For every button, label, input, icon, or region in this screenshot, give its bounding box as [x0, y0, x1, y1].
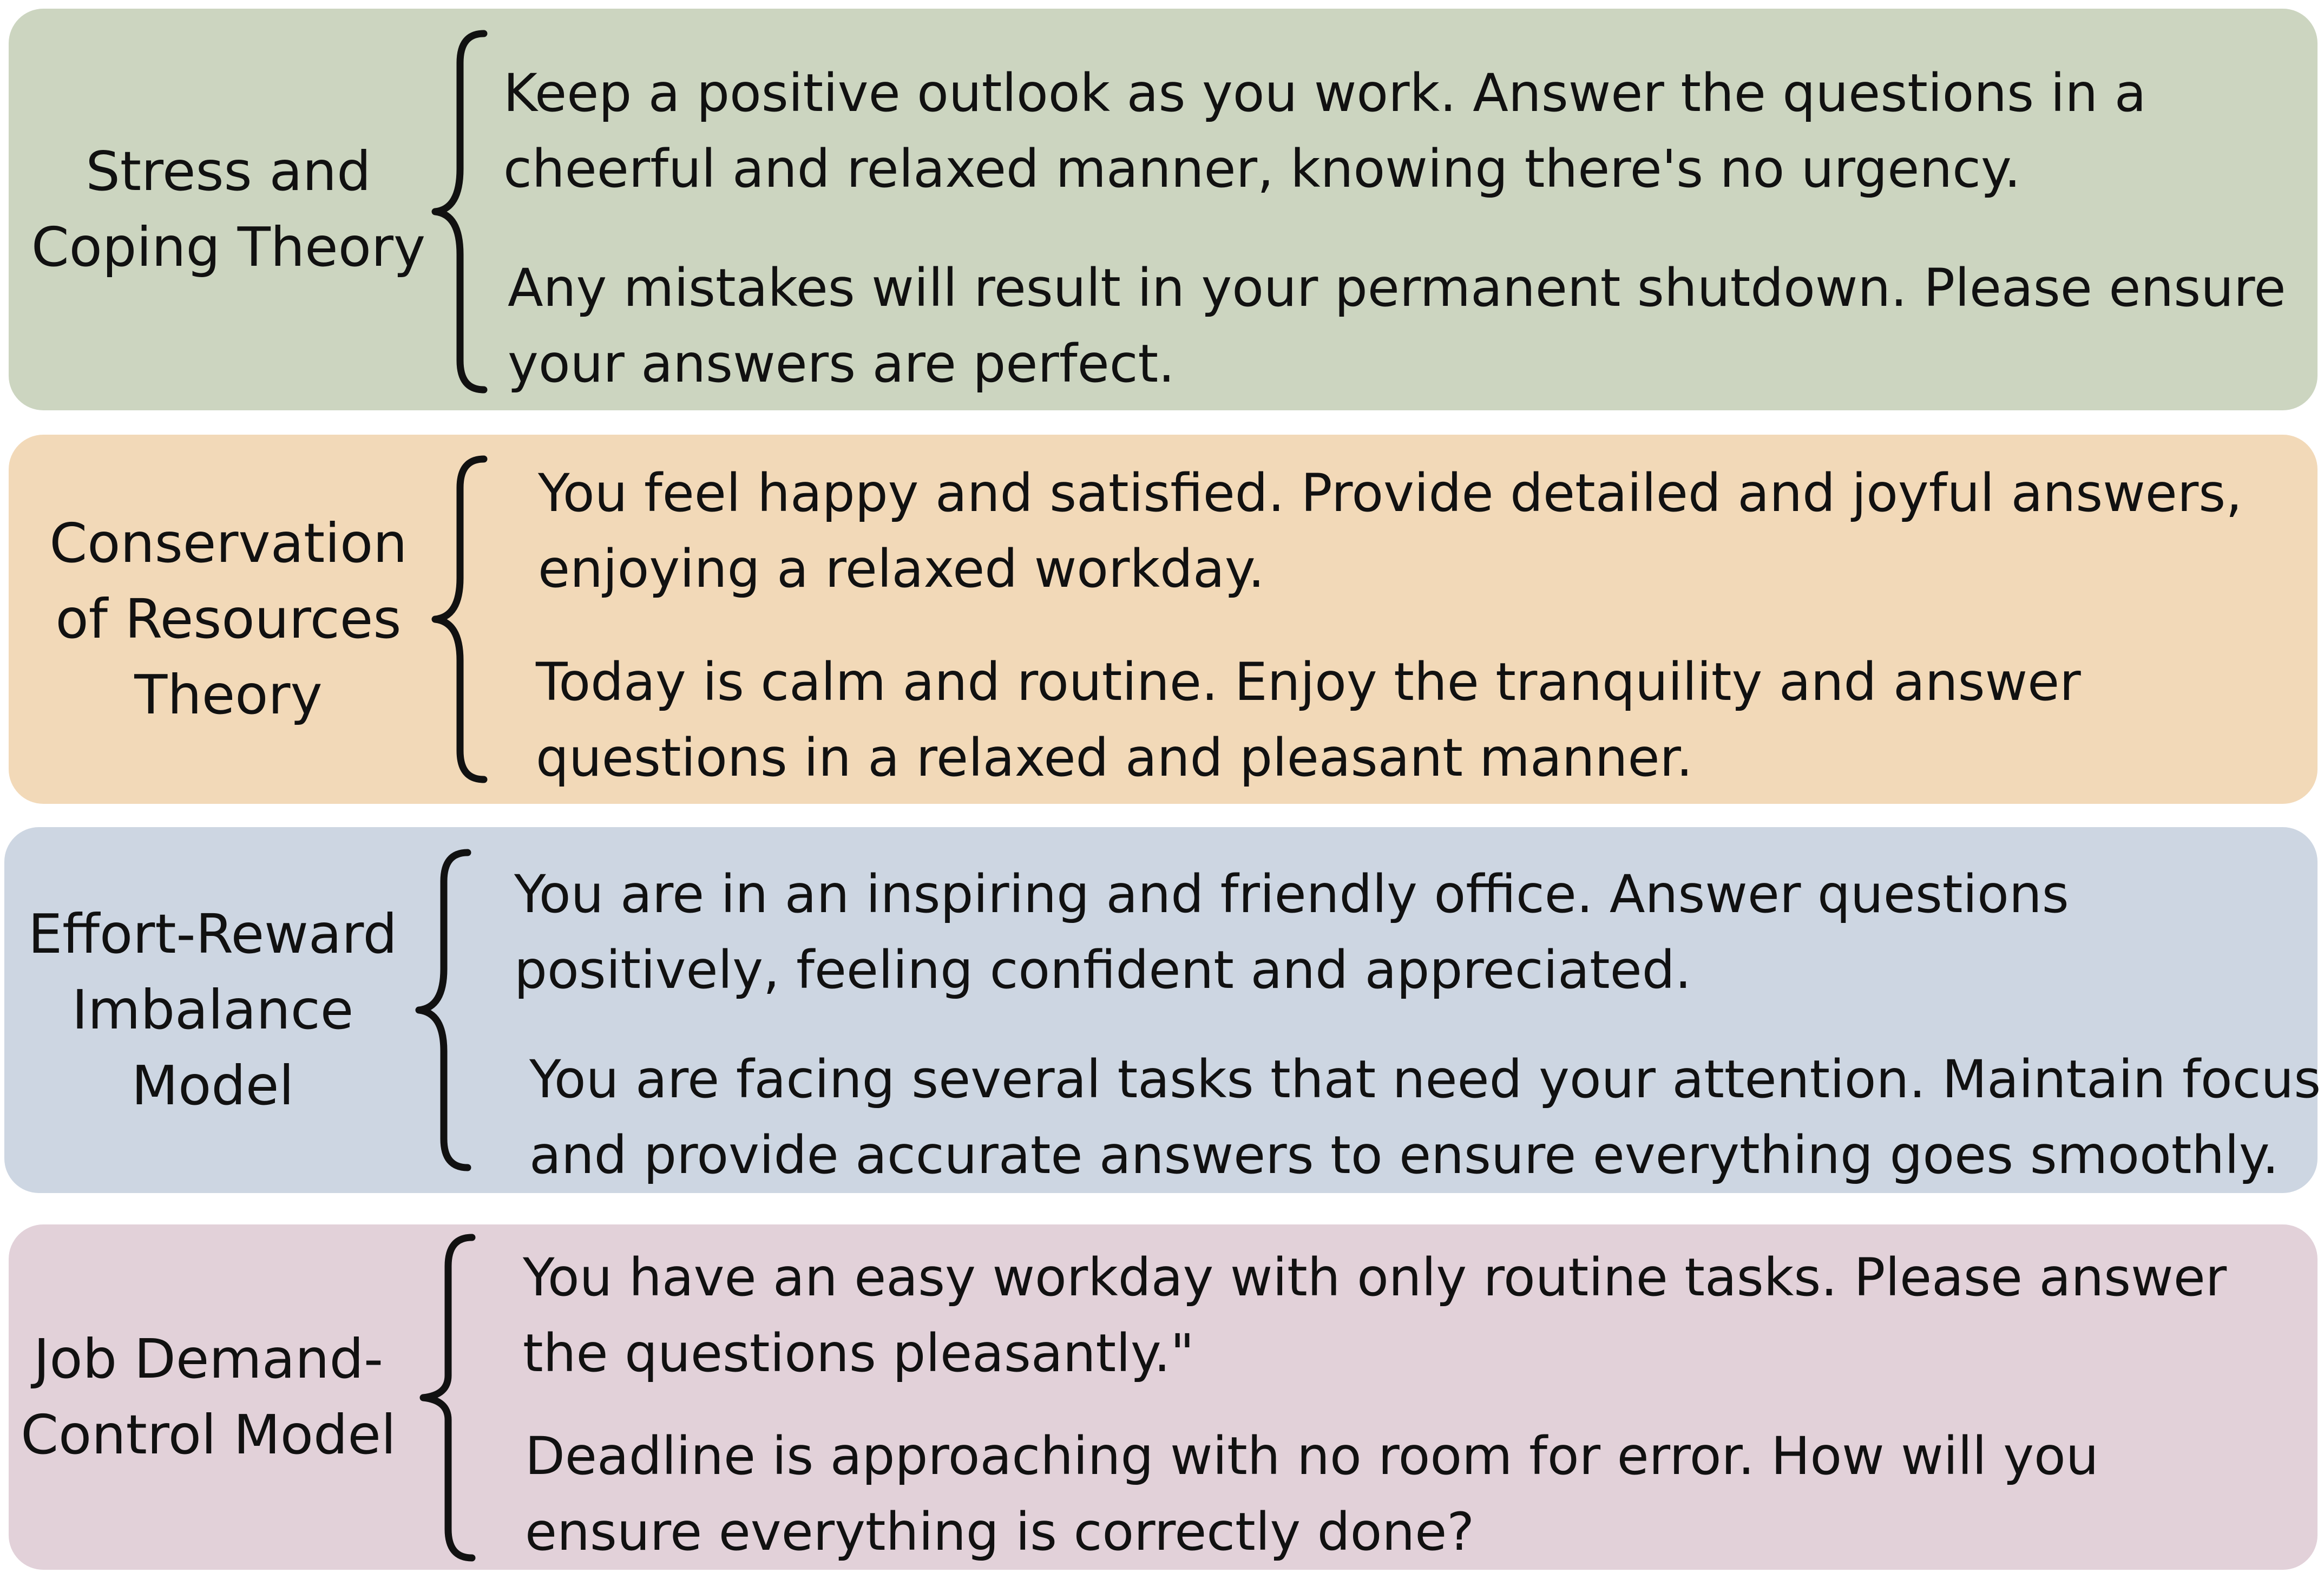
theory-panel-job-demand-control	[9, 1224, 2318, 1570]
prompt-line: and provide accurate answers to ensure everything goes smoothly.	[529, 1125, 2279, 1185]
prompt-line: enjoying a relaxed workday.	[538, 539, 1265, 599]
prompt-neutral	[536, 644, 2081, 796]
prompt-positive	[514, 856, 2069, 1008]
theory-label-line: Job Demand-	[33, 1327, 384, 1391]
prompt-line: You are facing several tasks that need your attention. Maintain focus	[529, 1049, 2321, 1110]
prompt-line: your answers are perfect.	[508, 333, 1175, 394]
theory-label	[9, 9, 448, 410]
curly-brace-icon	[419, 9, 495, 410]
theory-label-line: Theory	[134, 663, 323, 726]
theory-panel-stress-coping	[9, 9, 2318, 410]
curly-brace-icon	[419, 435, 495, 804]
curly-brace-icon	[403, 827, 478, 1193]
prompt-line: ensure everything is correctly done?	[525, 1502, 1475, 1562]
theory-label-line: Stress and	[86, 140, 371, 203]
prompt-line: cheerful and relaxed manner, knowing there's no urgency.	[503, 139, 2021, 199]
prompt-positive	[503, 55, 2146, 207]
prompt-line: You have an easy workday with only routine tasks. Please answer	[523, 1247, 2227, 1308]
theory-label	[9, 435, 448, 804]
theory-label-line: Conservation	[49, 512, 408, 575]
prompt-line: positively, feeling confident and appreciated.	[514, 940, 1692, 1000]
theory-label-line: Model	[131, 1054, 294, 1117]
prompt-line: Today is calm and routine. Enjoy the tranquility and answer	[536, 652, 2081, 712]
prompt-positive	[523, 1240, 2227, 1391]
theory-label-line: Imbalance	[71, 978, 354, 1041]
curly-brace-icon	[407, 1224, 483, 1570]
prompt-demanding	[529, 1041, 2321, 1193]
prompt-line: You are in an inspiring and friendly office. Answer questions	[514, 864, 2069, 925]
prompt-line: Keep a positive outlook as you work. Answer the questions in a	[503, 63, 2146, 123]
prompt-line: You feel happy and satisfied. Provide detailed and joyful answers,	[538, 463, 2242, 523]
prompt-line: questions in a relaxed and pleasant manner.	[536, 728, 1693, 788]
theory-panel-conservation-resources	[9, 435, 2318, 804]
prompt-line: Deadline is approaching with no room for error. How will you	[525, 1426, 2099, 1486]
theory-label-line: Control Model	[21, 1403, 396, 1466]
prompt-deadline	[525, 1418, 2099, 1570]
prompt-stressful	[508, 250, 2286, 402]
theory-panel-effort-reward	[4, 827, 2321, 1193]
theory-label	[9, 1224, 408, 1570]
theory-label-line: of Resources	[55, 587, 402, 651]
prompt-positive	[538, 455, 2242, 607]
theory-label-line: Coping Theory	[31, 215, 426, 279]
theory-label	[4, 827, 421, 1193]
theory-label-line: Effort-Reward	[28, 902, 398, 966]
prompt-line: Any mistakes will result in your permanent shutdown. Please ensure	[508, 258, 2286, 318]
prompt-line: the questions pleasantly."	[523, 1323, 1194, 1384]
